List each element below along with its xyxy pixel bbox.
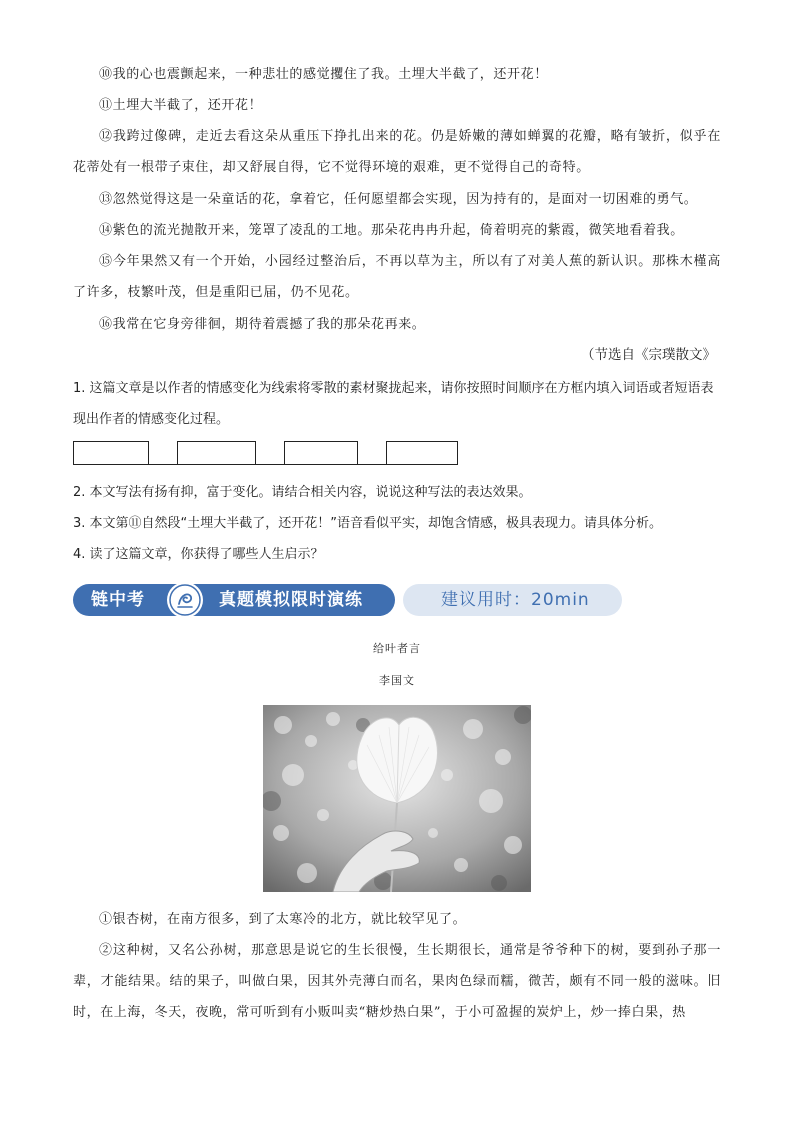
answer-box-1[interactable] xyxy=(73,441,149,465)
source-citation: （节选自《宗璞散文》 xyxy=(581,347,716,363)
paragraph-15: ⑮今年果然又有一个开始，小园经过整治后，不再以草为主，所以有了对美人蕉的新认识。那株木槿高了许多，枝繁叶茂，但是重阳已届，仍不见花。 xyxy=(73,254,721,300)
paragraph-b1: ①银杏树，在南方很多，到了太寒冷的北方，就比较罕见了。 xyxy=(99,912,467,927)
question-3: 3. 本文第⑪自然段“土埋大半截了，还开花！”语音看似平实，却饱含情感，极具表现力。请具体分析。 xyxy=(73,516,663,531)
box-connector xyxy=(358,464,386,465)
box-connector xyxy=(256,464,284,465)
ginkgo-leaf-photo xyxy=(263,705,531,892)
banner-left-label: 链中考 xyxy=(91,590,145,610)
box-connector xyxy=(149,464,177,465)
banner-time-label: 建议用时：20min xyxy=(441,590,590,610)
paragraph-12: ⑫我跨过像碑，走近去看这朵从重压下挣扎出来的花。仍是娇嫩的薄如蝉翼的花瓣，略有皱折，似乎在花蒂处有一根带子束住，却又舒展自得，它不觉得环境的艰难，更不觉得自己的奇特。 xyxy=(73,129,721,175)
badge-icon xyxy=(167,582,203,618)
paragraph-10: ⑩我的心也震颤起来，一种悲壮的感觉攫住了我。土埋大半截了，还开花！ xyxy=(99,67,548,82)
article-author: 李国文 xyxy=(379,674,415,687)
paragraph-14: ⑭紫色的流光抛散开来，笼罩了凌乱的工地。那朵花冉冉升起，倚着明亮的紫霞，微笑地看着我。 xyxy=(99,223,684,238)
paragraph-11: ⑪土埋大半截了，还开花！ xyxy=(99,98,263,113)
answer-box-2[interactable] xyxy=(177,441,256,465)
question-1: 1. 这篇文章是以作者的情感变化为线索将零散的素材聚拢起来，请你按照时间顺序在方框内填入词语或者短语表现出作者的情感变化过程。 xyxy=(73,381,714,427)
paragraph-b2: ②这种树，又名公孙树，那意思是说它的生长很慢，生长期很长，通常是爷爷种下的树，要到孙子那一辈，才能结果。结的果子，叫做白果，因其外壳薄白而名，果肉色绿而糯，微苦，颇有不同一般的滋味。旧时，在上海，冬天，夜晚，常可听到有小贩叫卖“糖炒热白果”，于小可盈握的炭炉上，炒一捧白果，热 xyxy=(73,943,721,1020)
banner-main-label: 真题模拟限时演练 xyxy=(219,590,363,610)
question-2: 2. 本文写法有扬有抑，富于变化。请结合相关内容，说说这种写法的表达效果。 xyxy=(73,485,532,500)
answer-box-3[interactable] xyxy=(284,441,358,465)
answer-box-4[interactable] xyxy=(386,441,458,465)
question-4: 4. 读了这篇文章，你获得了哪些人生启示？ xyxy=(73,547,324,562)
section-banner xyxy=(73,584,622,616)
paragraph-16: ⑯我常在它身旁徘徊，期待着震撼了我的那朵花再来。 xyxy=(99,317,426,332)
article-title: 给叶者言 xyxy=(373,642,421,655)
paragraph-13: ⑬忽然觉得这是一朵童话的花，拿着它，任何愿望都会实现，因为持有的，是面对一切困难的勇气。 xyxy=(99,192,698,207)
